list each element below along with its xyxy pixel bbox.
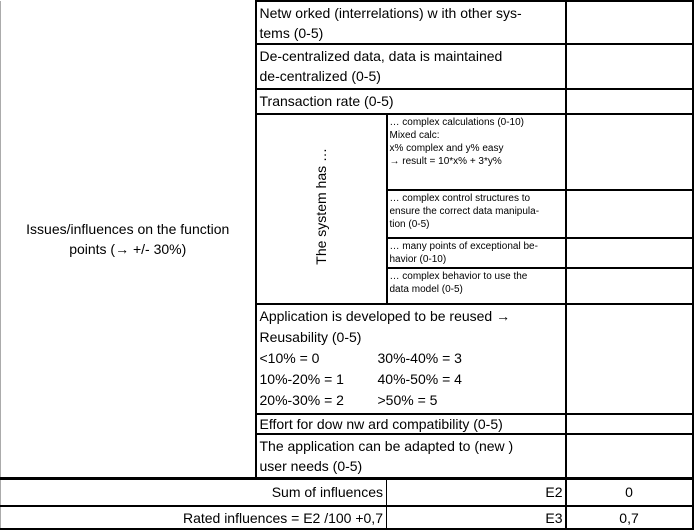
sum-value-cell[interactable]: 0 — [566, 478, 693, 506]
system-has-header-cell — [256, 114, 387, 304]
issues-title-line2: points (→ +/- 30%) — [69, 240, 187, 257]
reuse-scale-line — [260, 369, 564, 390]
row-sum-of-influences — [1, 478, 693, 506]
criterion-exceptional-behavior-label — [387, 238, 566, 268]
criterion-complex-calculations-label — [387, 114, 566, 190]
text-line: tion (0-5) — [389, 219, 430, 230]
rated-influences-label: Rated influences = E2 /100 +0,7 — [1, 506, 387, 529]
criterion-control-structures-label — [387, 190, 566, 238]
reuse-scale-left: 10%-20% = 1 — [259, 371, 344, 387]
text-line: De-centralized data, data is maintained — [259, 48, 503, 64]
text-line: user needs (0-5) — [259, 458, 363, 474]
text-line: The application can be adapted to (new ) — [259, 438, 514, 454]
score-cell-complex-calculations[interactable] — [566, 114, 693, 190]
score-cell-reusability[interactable] — [566, 304, 693, 414]
text-line: … many points of exceptional be- — [389, 241, 538, 252]
text-line: Mixed calc: — [389, 130, 440, 141]
criterion-transaction-label — [256, 89, 566, 114]
text-line: … complex control structures to — [389, 193, 531, 204]
text-line: tems (0-5) — [259, 25, 324, 41]
text-line: Netw orked (interrelations) w ith other sys- — [259, 5, 522, 21]
row-rated-influences — [1, 506, 693, 529]
rated-code-e3: E3 — [387, 506, 566, 529]
criterion-downward-compatibility-label — [256, 414, 566, 434]
score-cell-transaction[interactable] — [566, 89, 693, 114]
sum-code-e2: E2 — [387, 478, 566, 506]
reuse-scale-line — [260, 348, 564, 369]
text-line: … complex calculations (0-10) — [389, 117, 524, 128]
criterion-adaptability-label — [256, 434, 566, 478]
text-line: havior (0-10) — [389, 254, 447, 265]
text-line: Reusability (0-5) — [259, 329, 362, 345]
score-cell-data-model[interactable] — [566, 268, 693, 304]
sum-of-influences-label: Sum of influences — [1, 478, 387, 506]
criterion-data-model-label — [387, 268, 566, 304]
system-has-rotated-label: The system has … — [313, 148, 329, 265]
score-cell-networked[interactable] — [566, 1, 693, 44]
text-line: → result = 10*x% + 3*y% — [389, 156, 502, 167]
criterion-decentralized-label — [256, 44, 566, 89]
reuse-scale-left: 20%-30% = 2 — [259, 392, 344, 408]
text-line: de-centralized (0-5) — [259, 68, 381, 84]
reuse-scale-left: <10% = 0 — [259, 350, 320, 366]
score-cell-decentralized[interactable] — [566, 44, 693, 89]
criterion-networked-label — [256, 1, 566, 44]
reuse-scale-line — [260, 390, 564, 411]
text-line: … complex behavior to use the — [389, 271, 528, 282]
reuse-scale-right: 40%-50% = 4 — [377, 371, 462, 387]
criterion-reusability-label — [256, 304, 566, 414]
score-cell-adaptability[interactable] — [566, 434, 693, 478]
issues-header-cell — [1, 1, 256, 478]
score-cell-downward-compatibility[interactable] — [566, 414, 693, 434]
rated-value-cell[interactable]: 0,7 — [566, 506, 693, 529]
text-line: Effort for dow nw ard compatibility (0-5) — [259, 415, 503, 432]
issues-title-line1: Issues/influences on the function — [26, 220, 230, 237]
text-line: Transaction rate (0-5) — [259, 93, 394, 109]
text-line: data model (0-5) — [389, 284, 463, 295]
text-line: ensure the correct data manipula- — [389, 206, 540, 217]
row-networked — [1, 1, 693, 44]
score-cell-control-structures[interactable] — [566, 190, 693, 238]
reuse-scale-right: >50% = 5 — [377, 392, 438, 408]
score-cell-exceptional-behavior[interactable] — [566, 238, 693, 268]
text-line: x% complex and y% easy — [389, 143, 504, 154]
text-line: Application is developed to be reused → — [259, 308, 511, 324]
reuse-scale-right: 30%-40% = 3 — [377, 350, 462, 366]
